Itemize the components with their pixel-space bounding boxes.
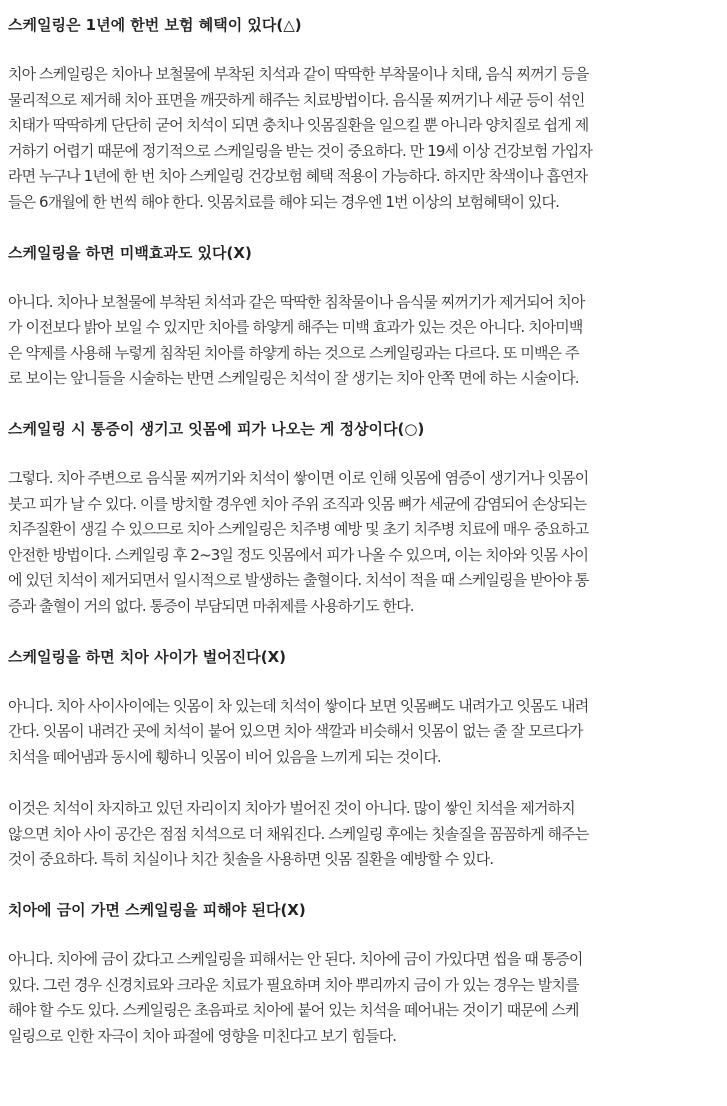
text-line: 라면 누구나 1년에 한 번 치아 스케일링 건강보험 혜택 적용이 가능하다. 하지만 착색이나 흡연자 [8,167,588,186]
text-line: 이것은 치석이 차지하고 있던 자리이지 치아가 벌어진 것이 아니다. 많이 쌓인 치석을 제거하지 [8,799,575,818]
section-heading: 치아에 금이 가면 스케일링을 피해야 된다(X) [8,901,306,920]
text-line: 가 이전보다 밝아 보일 수 있지만 치아를 하얗게 해주는 미백 효과가 있는 것은 아니다. 치아미백 [8,318,583,337]
text-line: 그렇다. 치아 주변으로 음식물 찌꺼기와 치석이 쌓이면 이로 인해 잇몸에 염증이 생기거나 잇몸이 [8,468,589,487]
text-line: 치아 스케일링은 치아나 보철물에 부착된 치석과 같이 딱딱한 부착물이나 치태, 음식 찌꺼기 등을 [8,65,589,83]
text-line: 치석을 떼어냄과 동시에 휑하니 잇몸이 비어 있음을 느끼게 되는 것이다. [8,747,441,766]
text-line: 안전한 방법이다. 스케일링 후 2~3일 정도 잇몸에서 피가 나올 수 있으며, 이는 치아와 잇몸 사이 [8,545,589,564]
section-heading: 스케일링 시 통증이 생기고 잇몸에 피가 나오는 게 정상이다(○) [8,419,425,438]
paragraph [8,796,717,873]
text-line: 않으면 치아 사이 공간은 점점 치석으로 더 채워진다. 스케일링 후에는 칫솔질을 꼼꼼하게 해주는 [8,824,589,843]
text-line: 치주질환이 생길 수 있으므로 치아 스케일링은 치주병 예방 및 초기 치주병 치료에 매우 중요하고 [8,520,589,539]
paragraph [8,62,717,216]
text-line: 간다. 잇몸이 내려간 곳에 치석이 붙어 있으면 치아 색깔과 비슷해서 잇몸이 없는 줄 잘 모르다가 [8,722,583,741]
section-heading: 스케일링은 1년에 한번 보험 혜택이 있다(△) [8,16,302,34]
text-line: 로 보이는 앞니들을 시술하는 반면 스케일링은 치석이 잘 생기는 치아 안쪽 면에 하는 시술이다. [8,369,579,388]
text-line: 에 있던 치석이 제거되면서 일시적으로 발생하는 출혈이다. 치석이 적을 때 스케일링을 받아야 통 [8,571,589,590]
paragraph [8,290,717,392]
section-heading: 스케일링을 하면 미백효과도 있다(X) [8,243,252,262]
paragraph [8,466,717,620]
text-line: 있다. 그런 경우 신경치료와 크라운 치료가 필요하며 치아 뿌리까지 금이 가 있는 경우는 발치를 [8,975,579,994]
paragraph [8,694,717,771]
text-line: 거하기 어렵기 때문에 정기적으로 스케일링을 받는 것이 중요하다. 만 19세 이상 건강보험 가입자 [8,141,592,160]
text-line: 치태가 딱딱하게 단단히 굳어 치석이 되면 충치나 잇몸질환을 일으킬 뿐 아니라 양치질로 쉽게 제 [8,116,589,135]
text-line: 들은 6개월에 한 번씩 해야 한다. 잇몸치료를 해야 되는 경우엔 1번 이상의 보험혜택이 있다. [8,192,559,211]
text-line: 해야 할 수도 있다. 스케일링은 초음파로 치아에 붙어 있는 치석을 떼어내는 것이기 때문에 스케 [8,1001,579,1020]
text-line: 아니다. 치아에 금이 갔다고 스케일링을 피해서는 안 된다. 치아에 금이 가있다면 씹을 때 통증이 [8,950,583,969]
section-heading: 스케일링을 하면 치아 사이가 벌어진다(X) [8,647,287,666]
text-line: 아니다. 치아 사이사이에는 잇몸이 차 있는데 치석이 쌓이다 보면 잇몸뼈도 내려가고 잇몸도 내려 [8,696,589,715]
text-line: 물리적으로 제거해 치아 표면을 깨끗하게 해주는 치료방법이다. 음식물 찌꺼기나 세균 등이 섞인 [8,90,585,109]
text-line: 붓고 피가 날 수 있다. 이를 방치할 경우엔 치아 주위 조직과 잇몸 뼈가 세균에 감염되어 손상되는 [8,494,587,513]
text-line: 아니다. 치아나 보철물에 부착된 치석과 같은 딱딱한 침착물이나 음식물 찌꺼기가 제거되어 치아 [8,292,585,311]
paragraph [8,947,717,1049]
text-line: 증과 출혈이 거의 없다. 통증이 부담되면 마취제를 사용하기도 한다. [8,596,414,615]
text-line: 일링으로 인한 자극이 치아 파절에 영향을 미친다고 보기 힘들다. [8,1026,397,1045]
text-line: 것이 중요하다. 특히 치실이나 치간 칫솔을 사용하면 잇몸 질환을 예방할 수 있다. [8,850,494,869]
text-line: 은 약제를 사용해 누렇게 침착된 치아를 하얗게 하는 것으로 스케일링과는 다르다. 또 미백은 주 [8,343,579,362]
